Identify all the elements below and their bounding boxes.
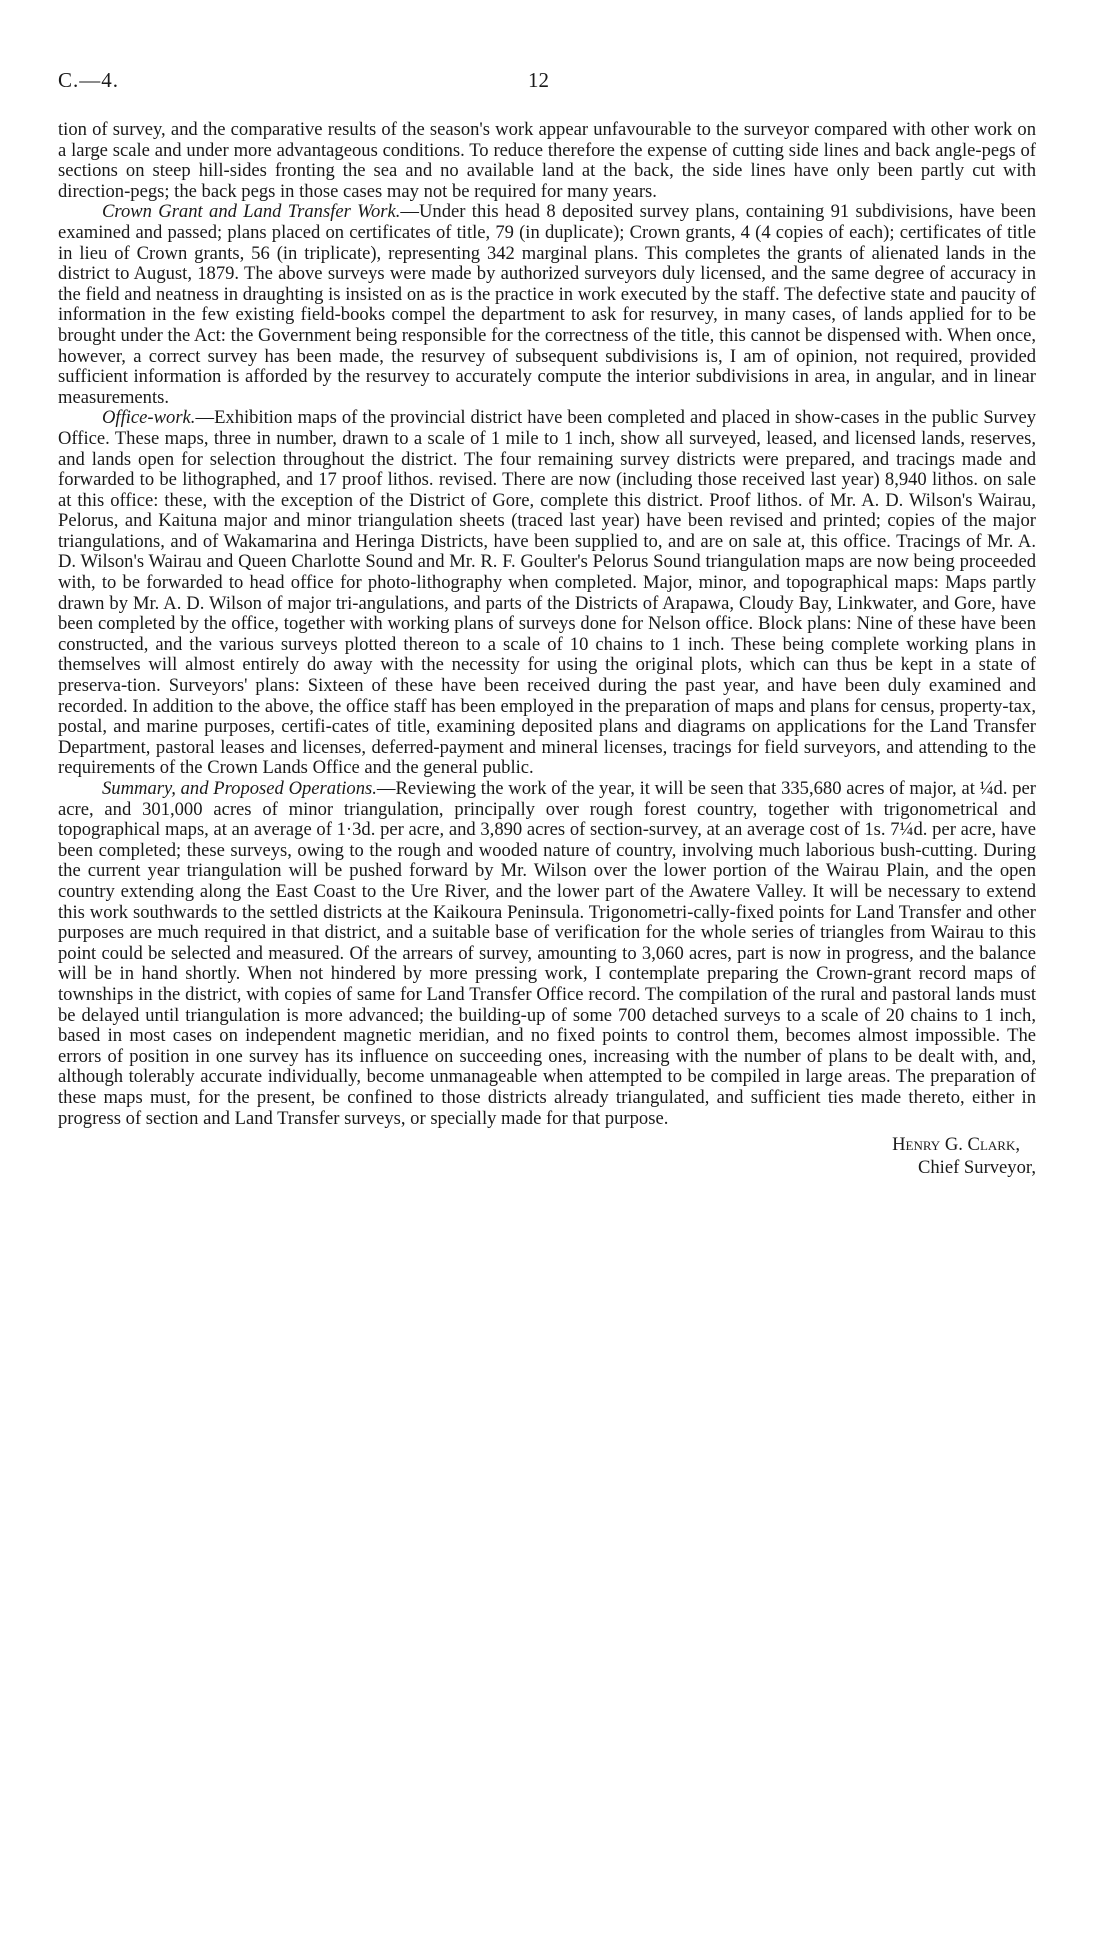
signatory-name: Henry G. Clark, bbox=[892, 1134, 1020, 1156]
paragraph-heading: Summary, and Proposed Operations. bbox=[102, 778, 377, 799]
paragraph-heading: Office-work. bbox=[102, 407, 196, 429]
paragraph-office-work bbox=[58, 408, 1036, 779]
document-body bbox=[58, 120, 1036, 1129]
signature-block bbox=[58, 1133, 1036, 1179]
document-page bbox=[58, 68, 1036, 1179]
document-reference: C.—4. bbox=[58, 68, 120, 92]
paragraph-summary bbox=[58, 779, 1036, 1129]
paragraph-text: tion of survey, and the comparative results of the season's work appear unfavourable to the surveyor compared with other work on a large scale and under more advantageous conditions. To reduce therefore the expense of cutting side lines and back angle-pegs of sections on steep hill-sides fronting the sea and no available land at the back, the side lines have only been partly cut with direction-pegs; the back pegs in those cases may not be required for many years. bbox=[58, 119, 1036, 202]
paragraph-continuation bbox=[58, 120, 1036, 202]
paragraph-crown-grant bbox=[58, 202, 1036, 408]
signatory-title: Chief Surveyor, bbox=[917, 1157, 1036, 1179]
paragraph-text: —Reviewing the work of the year, it will be seen that 335,680 acres of major, at ¼d. per acre, and 301,000 acres of minor triangulation, principally over rough forest country, together with trigonometrical and topographical maps, at an average of 1·3d. per acre, and 3,890 acres of section-survey, at an average cost of 1s. 7¼d. per acre, have been completed; these surveys, owing to the rough and wooded nature of country, involving much laborious bush-cutting. During the current year triangulation will be pushed forward by Mr. Wilson over the lower portion of the Wairau Plain, and the open country extending along the East Coast to the Ure River, and the lower part of the Awatere Valley. It will be necessary to extend this work southwards to the settled districts at the Kaikoura Peninsula. Trigonometri-cally-fixed points for Land Transfer and other purposes are much required in that district, and a suitable base of verification for the whole series of triangles from Wairau to this point could be selected and measured. Of the arrears of survey, amounting to 3,060 acres, part is now in progress, and the balance will be in hand shortly. When not hindered by more pressing work, I contemplate preparing the Crown-grant record maps of townships in the district, with copies of same for Land Transfer Office record. The compilation of the rural and pastoral lands must be delayed until triangulation is more advanced; the building-up of some 700 detached surveys to a scale of 20 chains to 1 inch, based in most cases on independent magnetic meridian, and no fixed points to control them, becomes almost impossible. The errors of position in one survey has its influence on succeeding ones, increasing with the number of plans to be dealt with, and, although tolerably accurate individually, become unmanageable when attempted to be compiled in large areas. The preparation of these maps must, for the present, be confined to those districts already triangulated, and sufficient ties made thereto, either in progress of section and Land Transfer surveys, or specially made for that purpose. bbox=[58, 778, 1036, 1129]
paragraph-text: —Under this head 8 deposited survey plans, containing 91 subdivisions, have been examined and passed; plans placed on certificates of title, 79 (in duplicate); Crown grants, 4 (4 copies of each); certificates of title in lieu of Crown grants, 56 (in triplicate), representing 342 marginal plans. This completes the grants of alienated lands in the district to August, 1879. The above surveys were made by authorized surveyors duly licensed, and the same degree of accuracy in the field and neatness in draughting is insisted on as is the practice in work executed by the staff. The defective state and paucity of information in the few existing field-books compel the department to ask for resurvey, in many cases, of lands applied for to be brought under the Act: the Government being responsible for the correctness of the title, this cannot be dispensed with. When once, however, a correct survey has been made, the resurvey of subsequent subdivisions is, I am of opinion, not required, provided sufficient information is afforded by the resurvey to accurately compute the interior subdivisions in area, in angular, and in linear measurements. bbox=[58, 201, 1036, 408]
paragraph-heading: Crown Grant and Land Transfer Work. bbox=[102, 201, 401, 223]
page-header bbox=[58, 68, 1036, 108]
paragraph-text: —Exhibition maps of the provincial district have been completed and placed in show-cases in the public Survey Office. These maps, three in number, drawn to a scale of 1 mile to 1 inch, show all surveyed, leased, and licensed lands, reserves, and lands open for selection throughout the district. The four remaining survey districts were prepared, and tracings made and forwarded to be lithographed, and 17 proof lithos. revised. There are now (including those received last year) 8,940 lithos. on sale at this office: these, with the exception of the District of Gore, complete this district. Proof lithos. of Mr. A. D. Wilson's Wairau, Pelorus, and Kaituna major and minor triangulation sheets (traced last year) have been revised and printed; copies of the major triangulations, and of Wakamarina and Heringa Districts, have been supplied to, and are on sale at, this office. Tracings of Mr. A. D. Wilson's Wairau and Queen Charlotte Sound and Mr. R. F. Goulter's Pelorus Sound triangulation maps are now being proceeded with, to be forwarded to head office for photo-lithography when completed. Major, minor, and topographical maps: Maps partly drawn by Mr. A. D. Wilson of major tri-angulations, and parts of the Districts of Arapawa, Cloudy Bay, Linkwater, and Gore, have been completed by the office, together with working plans of surveys done for Nelson office. Block plans: Nine of these have been constructed, and the various surveys plotted thereon to a scale of 10 chains to 1 inch. These being complete working plans in themselves will almost entirely do away with the necessity for using the original plots, which can thus be kept in a state of preserva-tion. Surveyors' plans: Sixteen of these have been received during the past year, and have been duly examined and recorded. In addition to the above, the office staff has been employed in the preparation of maps and plans for census, property-tax, postal, and marine purposes, certifi-cates of title, examining deposited plans and diagrams on applications for the Land Transfer Department, pastoral leases and licenses, deferred-payment and mineral licenses, tracings for field surveyors, and attending to the requirements of the Crown Lands Office and the general public. bbox=[58, 407, 1036, 779]
page-number: 12 bbox=[528, 68, 549, 92]
